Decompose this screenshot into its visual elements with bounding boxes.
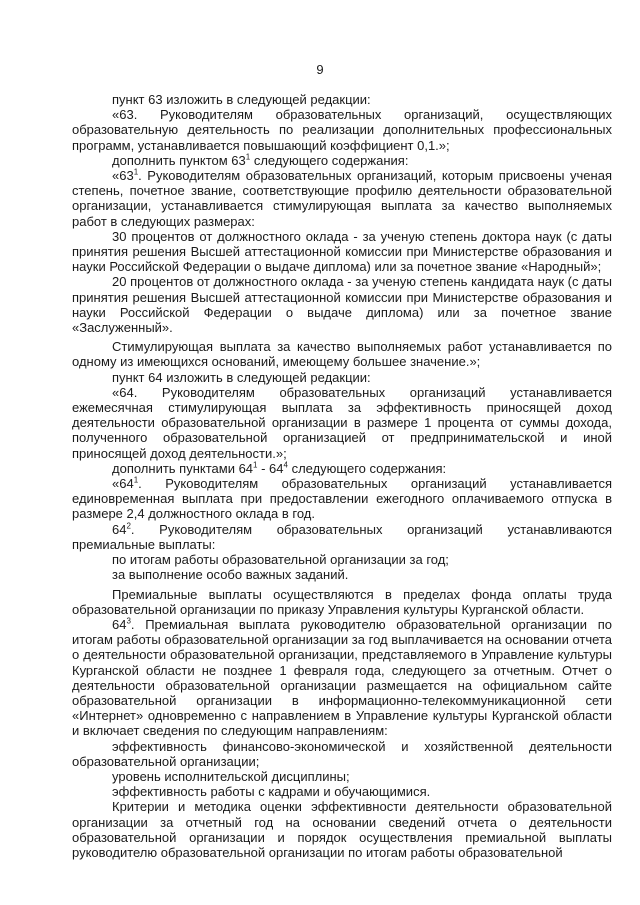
paragraph-text: эффективность финансово-экономической и хозяйственной деятельности образовательной организации; [72, 738, 612, 769]
paragraph-text: . Руководителям образовательных организаций устанавливается единовременная выплата при предоставлении ежегодного оплачиваемого отпуска в размере 2,4 должностного оклада в год. [72, 476, 612, 522]
superscript-index: 1 [253, 460, 258, 470]
paragraph [72, 168, 612, 229]
superscript-index: 1 [245, 152, 251, 162]
paragraph [72, 274, 612, 335]
paragraph-text: дополнить пунктом 63 [112, 152, 246, 168]
paragraph [72, 476, 612, 522]
paragraph-text: пункт 63 изложить в следующей редакции: [112, 92, 371, 107]
paragraph-text: . Руководителям образовательных организаций, которым присвоены ученая степень, почетное звание, соответствующие профилю деятельности образовательной организации, устанавливается стимулирующая выплата за качество выполняемых работ в следующих размерах: [72, 168, 612, 229]
paragraph [72, 784, 612, 799]
paragraph-text: - 64 [257, 460, 284, 476]
paragraph-text: дополнить пунктами 64 [112, 460, 254, 476]
paragraph [72, 567, 612, 582]
paragraph-text: 64 [112, 521, 127, 537]
paragraph [72, 339, 612, 369]
paragraph [72, 153, 612, 168]
paragraph [72, 385, 612, 461]
paragraph-text: . Премиальная выплата руководителю образовательной организации по итогам работы образовательной организации за год выплачивается на основании отчета о деятельности образовательной организации, представляемого в Управление культуры Курганской области не позднее 1 февраля года, следующего за отчетным. Отчет о деятельности образовательной организации размещается на официальном сайте образовательной организации в информационно-телекоммуникационной сети «Интернет» одновременно с направлением в Управление культуры Курганской области и включает сведения по следующим направлениям: [72, 616, 612, 739]
paragraph [72, 461, 612, 476]
paragraph-text: «64 [112, 476, 134, 492]
paragraph-text: . Руководителям образовательных организаций устанавливаются премиальные выплаты: [72, 521, 612, 552]
paragraph-text: 64 [112, 616, 127, 632]
paragraph-text: Стимулирующая выплата за качество выполняемых работ устанавливается по одному из имеющихся оснований, имеющему большее значение.»; [72, 339, 612, 370]
paragraph-text: Премиальные выплаты осуществляются в пределах фонда оплаты труда образовательной организации по приказу Управления культуры Курганской области. [72, 586, 612, 617]
superscript-index: 4 [283, 460, 288, 470]
paragraph-text: эффективность работы с кадрами и обучающимися. [112, 784, 431, 800]
superscript-index: 1 [133, 475, 139, 485]
paragraph-text: 30 процентов от должностного оклада - за ученую степень доктора наук (с даты принятия решения Высшей аттестационной комиссии при Министерстве образования и науки Российской Федерации о выдаче диплома) или за почетное звание «Народный»; [72, 228, 612, 275]
paragraph-text: пункт 64 изложить в следующей редакции: [112, 369, 371, 385]
paragraph-text: за выполнение особо важных заданий. [112, 567, 349, 583]
paragraph-text: 20 процентов от должностного оклада - за ученую степень кандидата наук (с даты принятия решения Высшей аттестационной комиссии при Министерстве образования и науки Российской Федерации о выдаче диплома) или за почетное звание «Заслуженный». [72, 274, 612, 336]
paragraph [72, 617, 612, 739]
paragraph [72, 92, 612, 107]
paragraph [72, 739, 612, 769]
paragraph-text: «64. Руководителям образовательных организаций устанавливается ежемесячная стимулирующая выплата за эффективность приносящей доход деятельности образовательной организации в размере 1 процента от суммы дохода, полученного образовательной организацией от предпринимательской и иной приносящей доход деятельности.»; [72, 384, 612, 461]
paragraph-text: «63 [112, 168, 134, 184]
paragraph [72, 552, 612, 567]
paragraph-text: «63. Руководителям образовательных организаций, осуществляющих образовательную деятельность по реализации дополнительных профессиональных программ, устанавливается повышающий коэффициент 0,1.»; [72, 107, 612, 153]
paragraph-text: следующего содержания: [250, 152, 409, 168]
page-number: 9 [316, 62, 324, 77]
paragraph [72, 107, 612, 153]
paragraph-text: по итогам работы образовательной организации за год; [112, 552, 449, 568]
paragraph [72, 370, 612, 385]
paragraph [72, 229, 612, 275]
paragraph-text: Критерии и методика оценки эффективности деятельности образовательной организации за отчетный год на основании сведений отчета о деятельности образовательной организации и порядок осуществления премиальной выплаты руководителю образовательной организации по итогам работы образовательной [72, 799, 612, 860]
paragraph [72, 587, 612, 617]
paragraph-text: следующего содержания: [287, 460, 447, 476]
document-body [72, 92, 612, 860]
superscript-index: 3 [126, 616, 131, 626]
paragraph [72, 799, 612, 860]
superscript-index: 2 [126, 521, 131, 531]
superscript-index: 1 [133, 167, 139, 177]
paragraph [72, 769, 612, 784]
paragraph-text: уровень исполнительской дисциплины; [112, 768, 350, 784]
paragraph [72, 522, 612, 552]
